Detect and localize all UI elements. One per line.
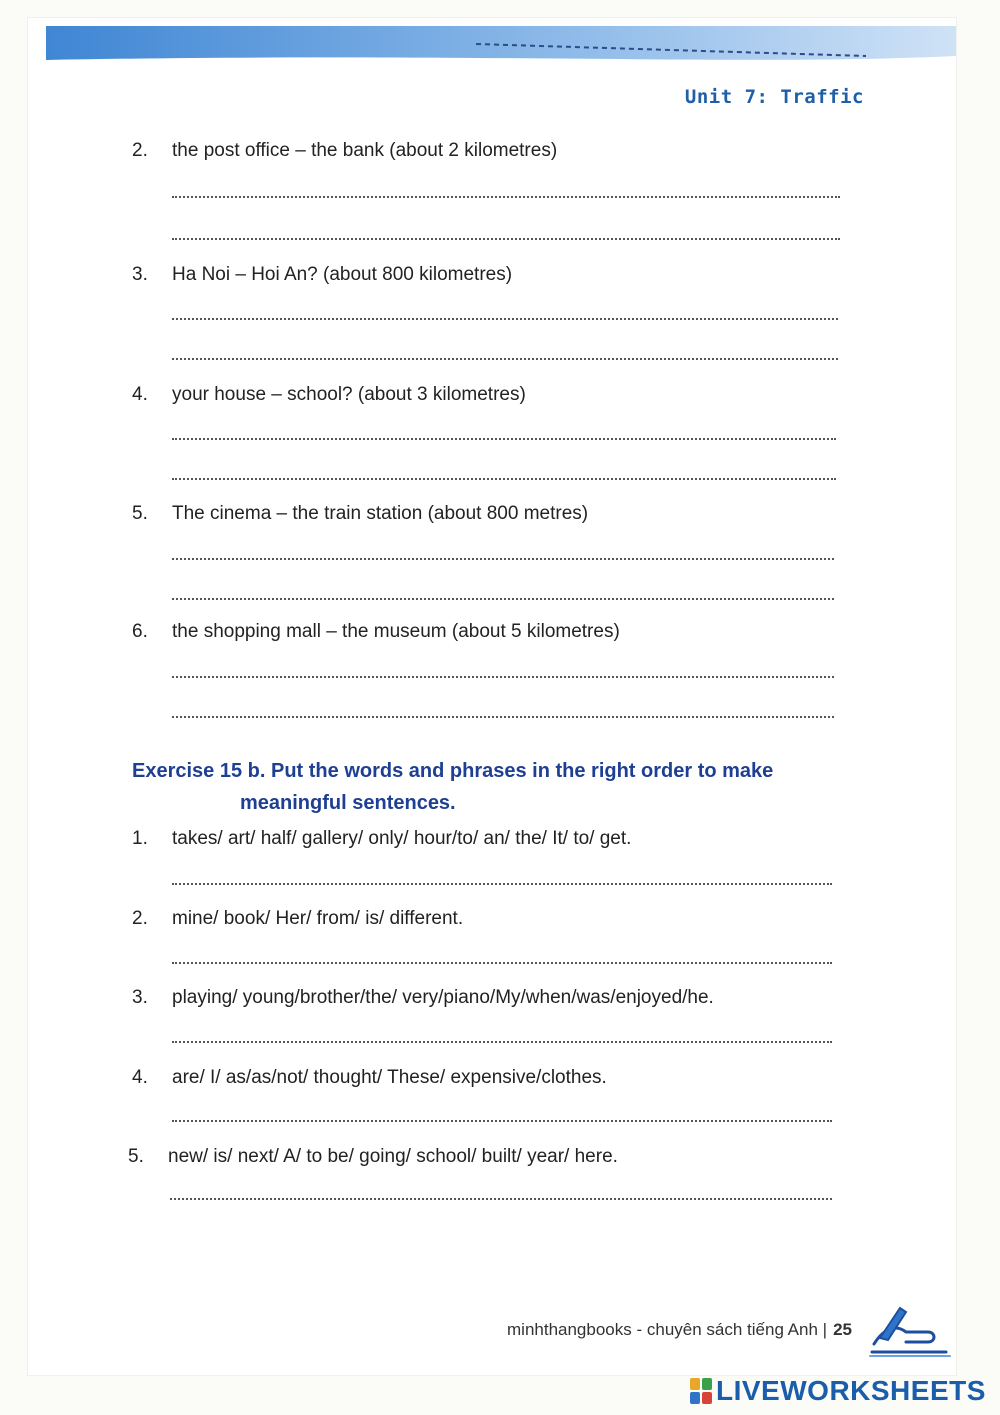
answer-line[interactable] [172, 1120, 832, 1122]
answer-line[interactable] [170, 1198, 832, 1200]
item-number: 5. [128, 1146, 144, 1167]
page-sheet [28, 18, 956, 1375]
item-number: 4. [132, 1067, 148, 1088]
list-item [132, 264, 512, 286]
item-number: 2. [132, 140, 148, 161]
item-number: 6. [132, 621, 148, 642]
exercise-heading [132, 755, 862, 819]
liveworksheets-mark-icon [690, 1378, 712, 1404]
answer-line[interactable] [172, 1041, 832, 1043]
item-prompt: takes/ art/ half/ gallery/ only/ hour/to/ an/ the/ It/ to/ get. [172, 828, 632, 849]
list-item [132, 828, 631, 850]
answer-line[interactable] [172, 598, 834, 600]
item-prompt: Ha Noi – Hoi An? (about 800 kilometres) [172, 264, 513, 285]
list-item [132, 908, 463, 930]
answer-line[interactable] [172, 196, 840, 198]
answer-line[interactable] [172, 558, 834, 560]
item-number: 3. [132, 987, 148, 1008]
list-item [132, 987, 714, 1009]
publisher-name: minhthangbooks - chuyên sách tiếng Anh | [507, 1320, 828, 1339]
list-item [132, 140, 557, 162]
item-number: 4. [132, 384, 148, 405]
item-prompt: The cinema – the train station (about 800 metres) [172, 503, 589, 524]
item-number: 3. [132, 264, 148, 285]
answer-line[interactable] [172, 318, 838, 320]
answer-line[interactable] [172, 883, 832, 885]
item-number: 1. [132, 828, 148, 849]
exercise-heading-line2: meaningful sentences. [240, 792, 456, 814]
list-item [132, 384, 526, 406]
list-item [132, 621, 620, 643]
watermark-text: LIVEWORKSHEETS [716, 1375, 986, 1406]
unit-title: Unit 7: Traffic [684, 86, 864, 108]
answer-line[interactable] [172, 358, 838, 360]
exercise-heading-line1: Exercise 15 b. Put the words and phrases in the right order to make [132, 760, 774, 782]
item-prompt: mine/ book/ Her/ from/ is/ different. [172, 908, 464, 929]
liveworksheets-logo [690, 1373, 986, 1409]
header-band [46, 26, 956, 72]
item-prompt: the post office – the bank (about 2 kilometres) [172, 140, 558, 161]
page-footer [507, 1320, 852, 1340]
answer-line[interactable] [172, 962, 832, 964]
answer-line[interactable] [172, 676, 834, 678]
answer-line[interactable] [172, 238, 840, 240]
list-item [128, 1146, 618, 1168]
answer-line[interactable] [172, 716, 834, 718]
item-number: 2. [132, 908, 148, 929]
answer-line[interactable] [172, 438, 836, 440]
writing-hand-icon [866, 1298, 952, 1358]
page-number: 25 [833, 1320, 852, 1339]
answer-line[interactable] [172, 478, 836, 480]
item-prompt: playing/ young/brother/the/ very/piano/My/when/was/enjoyed/he. [172, 987, 714, 1008]
item-prompt: the shopping mall – the museum (about 5 kilometres) [172, 621, 620, 642]
item-prompt: new/ is/ next/ A/ to be/ going/ school/ built/ year/ here. [168, 1146, 618, 1167]
item-prompt: your house – school? (about 3 kilometres) [172, 384, 526, 405]
list-item [132, 503, 588, 525]
list-item [132, 1067, 607, 1089]
item-prompt: are/ I/ as/as/not/ thought/ These/ expensive/clothes. [172, 1067, 607, 1088]
item-number: 5. [132, 503, 148, 524]
